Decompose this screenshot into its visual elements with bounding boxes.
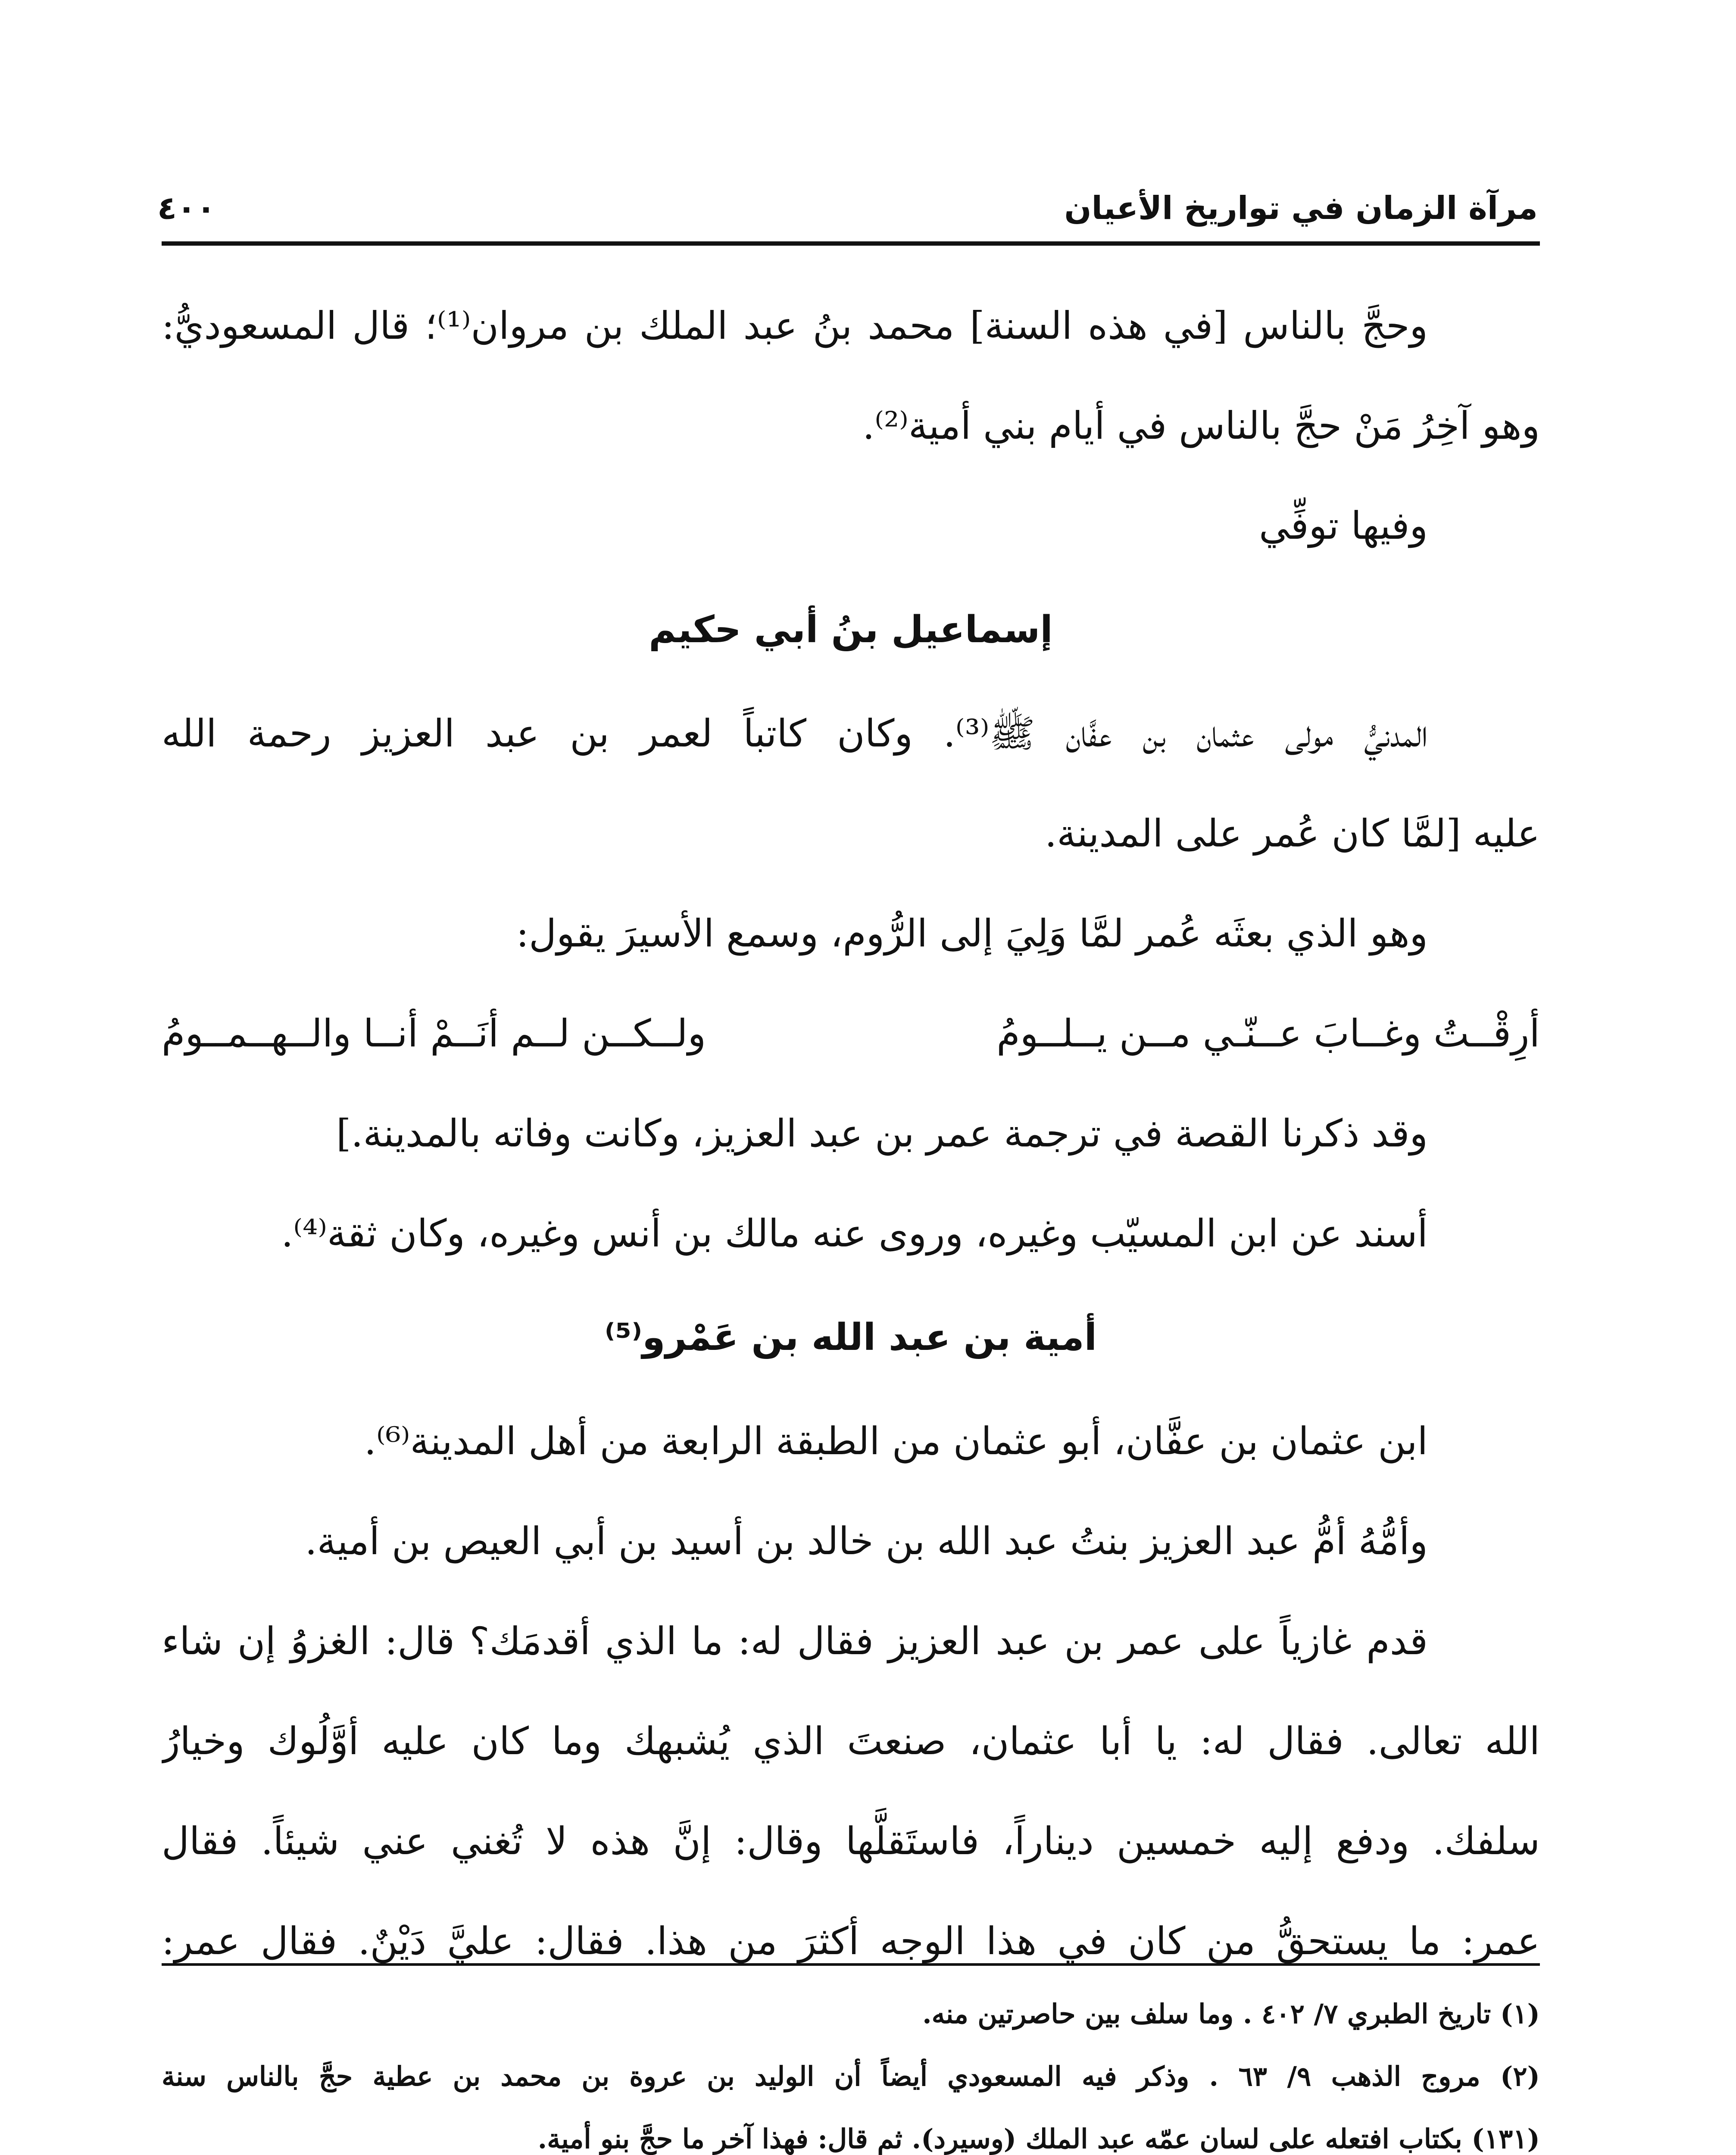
biography-heading: إسماعيل بنُ أبي حكيم [649, 608, 1053, 651]
text-line: المدنيُّ مولى عثمان بن عفَّان ﷺ⁽³⁾. وكان كاتباً لعمر بن عبد العزيز رحمة الله [162, 711, 1428, 756]
main-text [162, 276, 1540, 1991]
biography-heading: أمية بن عبد الله بن عَمْرو⁽⁵⁾ [604, 1316, 1097, 1359]
text-line: وأمُّهُ أمُّ عبد العزيز بنتُ عبد الله بن خالد بن أسيد بن أبي العيص بن أمية. [305, 1519, 1428, 1563]
text-line: وهو الذي بعثَه عُمر لمَّا وَلِيَ إلى الرُّوم، وسمع الأسيرَ يقول: [516, 911, 1428, 956]
text-line: وهو آخِرُ مَنْ حجَّ بالناس في أيام بني أمية⁽²⁾. [862, 403, 1540, 448]
text-line: وقد ذكرنا القصة في ترجمة عمر بن عبد العزيز، وكانت وفاته بالمدينة.] [336, 1111, 1428, 1156]
footnote: (٢) مروج الذهب ٩/ ٦٣ . وذكر فيه المسعودي أيضاً أن الوليد بن عروة بن محمد بن عطية حجَّ بالناس سنة [162, 2061, 1540, 2092]
text-line: أسند عن ابن المسيّب وغيره، وروى عنه مالك بن أنس وغيره، وكان ثقة⁽⁴⁾. [281, 1211, 1428, 1256]
text-line: قدم غازياً على عمر بن عبد العزيز فقال له: ما الذي أقدمَك؟ قال: الغزوُ إن شاء [162, 1619, 1428, 1663]
footnote-rule [162, 1963, 1540, 1966]
text-line: ابن عثمان بن عفَّان، أبو عثمان من الطبقة الرابعة من أهل المدينة⁽⁶⁾. [364, 1419, 1428, 1463]
footnote: (١) تاريخ الطبري ٧/ ٤٠٢ . وما سلف بين حاصرتين منه. [922, 1998, 1540, 2030]
verse-first-hemistich: أرِقْــتُ وغــابَ عــنّـي مــن يــلــومُ [996, 1011, 1540, 1056]
book-title: مرآة الزمان في تواريخ الأعيان [1064, 190, 1538, 227]
header-rule [162, 241, 1540, 246]
footnotes [162, 1983, 1540, 2155]
text-line: عليه [لمَّا كان عُمر على المدينة. [1045, 811, 1540, 856]
text-line: وفيها توفِّي [1259, 503, 1428, 548]
running-header [157, 181, 1538, 233]
poetry-verse [162, 984, 1540, 1084]
text-line: عمر: ما يستحقُّ من كان في هذا الوجه أكثرَ من هذا. فقال: عليَّ دَيْنٌ. فقال عمر: [162, 1919, 1540, 1963]
text-line: الله تعالى. فقال له: يا أبا عثمان، صنعتَ الذي يُشبهك وما كان عليه أوَّلُوك وخيارُ [162, 1719, 1540, 1763]
verse-second-hemistich: ولــكــن لــم أنَــمْ أنــا والــهــمــومُ [162, 1011, 706, 1056]
text-line: سلفك. ودفع إليه خمسين ديناراً، فاستَقلَّها وقال: إنَّ هذه لا تُغني عني شيئاً. فقال [162, 1819, 1540, 1863]
text-line: وحجَّ بالناس [في هذه السنة] محمد بنُ عبد الملك بن مروان⁽¹⁾؛ قال المسعوديُّ: [162, 303, 1428, 348]
page-number: ٤٠٠ [157, 190, 216, 227]
footnote: (١٣١) بكتاب افتعله على لسان عمّه عبد الملك (وسيرد). ثم قال: فهذا آخر ما حجَّ بنو أمية. [537, 2123, 1540, 2155]
